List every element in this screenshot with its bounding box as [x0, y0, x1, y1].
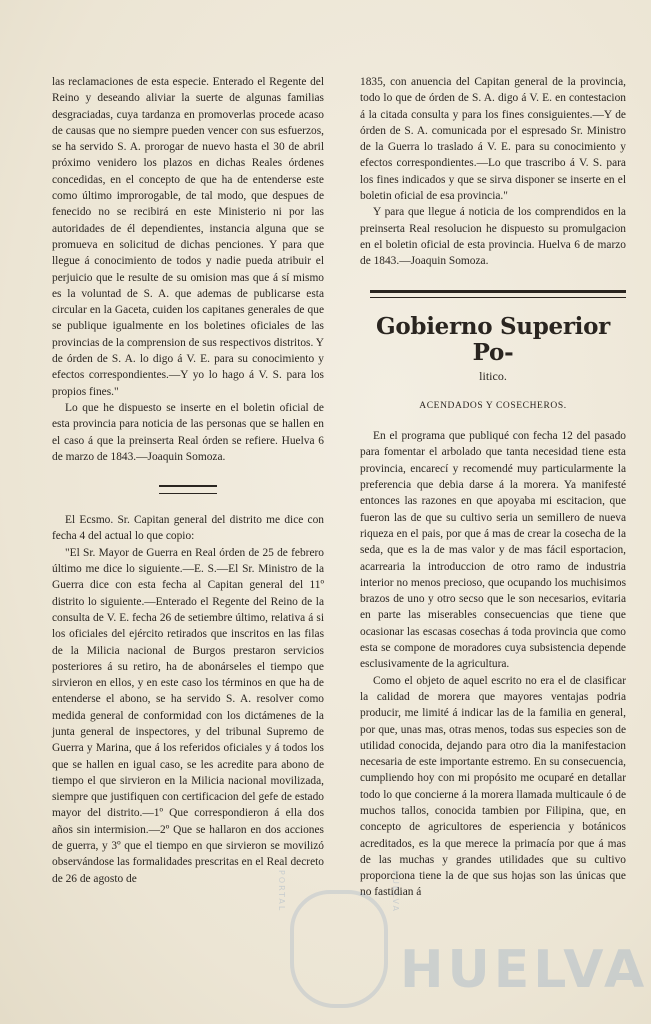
left-column	[52, 74, 324, 887]
left-paragraph-3: El Ecsmo. Sr. Capitan general del distrito me dice con fecha 4 del actual lo que copio:	[52, 514, 324, 543]
section-subtitle: ACENDADOS Y COSECHEROS.	[419, 400, 567, 411]
right-paragraph-1: 1835, con anuencia del Capitan general de la provincia, todo lo que de órden de S. A. digo á V. E. en contestacion á la citada consulta y para los fines consiguientes.—Y de órden de S. A. comunicada por el espresado Sr. Ministro de la Guerra lo traslado á V. E. para su conocimiento y efectos correspondientes.—Lo que trascribo á V. S. para los fines indicados y que se sirva disponer se inserte en el boletin oficial de esa provincia."	[360, 76, 626, 203]
right-paragraph-2: Y para que llegue á noticia de los comprendidos en la preinserta Real resolucion he dispuesto su promulgacion en el boletin oficial de esta provincia. Huelva 6 de marzo de 1843.—Joaquin Somoza.	[360, 206, 626, 268]
left-paragraph-2: Lo que he dispuesto se inserte en el boletin oficial de esta provincia para noticia de las personas que se hallen en el caso á que la preinserta Real órden se refiere. Huelva 6 de marzo de 1843.—Joaquin Somoza.	[52, 401, 324, 463]
right-paragraph-4: Como el objeto de aquel escrito no era el de clasificar la calidad de morera que mayores ventajas podria producir, me limité á indicar las de la familia en general, por que, unas mas, otras menos, todas sus especies son de utilidad conocida, dejando para otro dia la manifestacion necesaria de este importante estremo. En su consecuencia, cumpliendo hoy con mi propósito me ocuparé en detallar todo lo que concierne á la morera llamada multicaule ó de muchos tallos, conocida tambien por Filipina, que, en concepto de agricultores de esperiencia y botánicos acreditados, es la que merece la primacía por que á mas de las muchas y grandes utilidades que su cultivo proporciona tiene la de que sus hojas son las únicas que no fastidian á	[360, 674, 626, 899]
left-paragraph-4: "El Sr. Mayor de Guerra en Real órden de 25 de febrero último me dice lo siguiente.—E. S.—El Sr. Ministro de la Guerra dice con esta fecha al Capitan general del 11º distrito lo siguiente.—Enterado el Regente del Reino de la consulta de V. E. fecha 26 de setiembre último, relativa á si los oficiales del ejército retirados que inscritos en las filas de la Milicia nacional de Burgos prestaron servicios posteriores á su retiro, ha de abonárseles el tiempo que sirvieron en ellos, y en este caso los términos en que ha de entenderse el abono, se ha servido S. A. resolver como medida general de conformidad con los dictámenes de la junta general de inspectores, y del tribunal Supremo de Guerra y Marina, que á los referidos oficiales y á todos los que se hallen en igual caso, se les acredite para abono de tiempo el que sirvieron en la Milicia nacional movilizada, siempre que justifiquen con certificacion del gefe de estado mayor del distrito.—1º Que correspondieron á ella dos años sin intermision.—2º Que se hallaron en dos acciones de guerra, y 3º que el tiempo en que sirvieron se movilizó observándose las formalidades prescritas en el Real decreto de 26 de agosto de	[52, 546, 324, 885]
section-divider-long	[370, 290, 626, 298]
section-divider	[159, 485, 217, 494]
watermark-side-left: PORTAL	[277, 870, 286, 913]
watermark-text: HUELVA	[400, 940, 649, 1000]
section-headline-continuation: litico.	[479, 368, 507, 383]
section-headline: Gobierno Superior Po-	[376, 312, 610, 366]
shield-icon	[290, 890, 388, 1008]
left-paragraph-1: las reclamaciones de esta especie. Enterado el Regente del Reino y deseando aliviar la suerte de algunas familias desgraciadas, cuya tardanza en promoverlas procede acaso de causas que no siempre pueden vencer con sus esfuerzos, se ha servido S. A. prorogar de nuevo hasta el 30 de abril próximo venidero los plazos en dichas Reales órdenes concedidas, en el concepto de que ha de entenderse este como último improrogable, de tal modo, que despues de fenecido no se recibirá en este Ministerio ni por las autoridades de él dependientes, instancia alguna que se promueva en solicitud de dichas penciones. Y para que llegue á conocimiento de todos y nadie pueda atribuir el perjuicio que le resulte de su omision mas que á sí mismo es la voluntad de S. A. que ademas de publicarse esta circular en la Gaceta, cuiden los capitanes generales de que se publique igualmente en los boletines oficiales de las provincias de la comprension de sus respectivos distritos. Y de órden de S. A. lo digo á V. E. para su conocimiento y efectos correspondientes.—Y yo lo hago á V. S. para los propios fines."	[52, 76, 324, 398]
right-paragraph-3: En el programa que publiqué con fecha 12 del pasado para fomentar el arbolado que tanta necesidad tiene esta provincia, encarecí y recomendé muy particularmente la preferencia que debia darse á la morera. Ya manifesté entonces las razones en que apoyaba mi escitacion, que fueron las de que su cultivo seria un semillero de nueva riqueza en el pais, por que á mas de crear la cosecha de la seda, que es la de mas valor y de mas fácil esportacion, acarrearia la introduccion de otro ramo de industria interior no menos precioso, que ocupando los muchisimos brazos de uno y otro secso que le son necesarios, evitaria en parte las miserables consecuencias que tiene que ocasionar las escasas cosechas á toda provincia que como esta se compone de moradores cuya subsistencia depende esclusivamente de la agricultura.	[360, 430, 626, 671]
right-column	[360, 74, 626, 901]
watermark-side-right: HUELVA	[391, 870, 400, 913]
